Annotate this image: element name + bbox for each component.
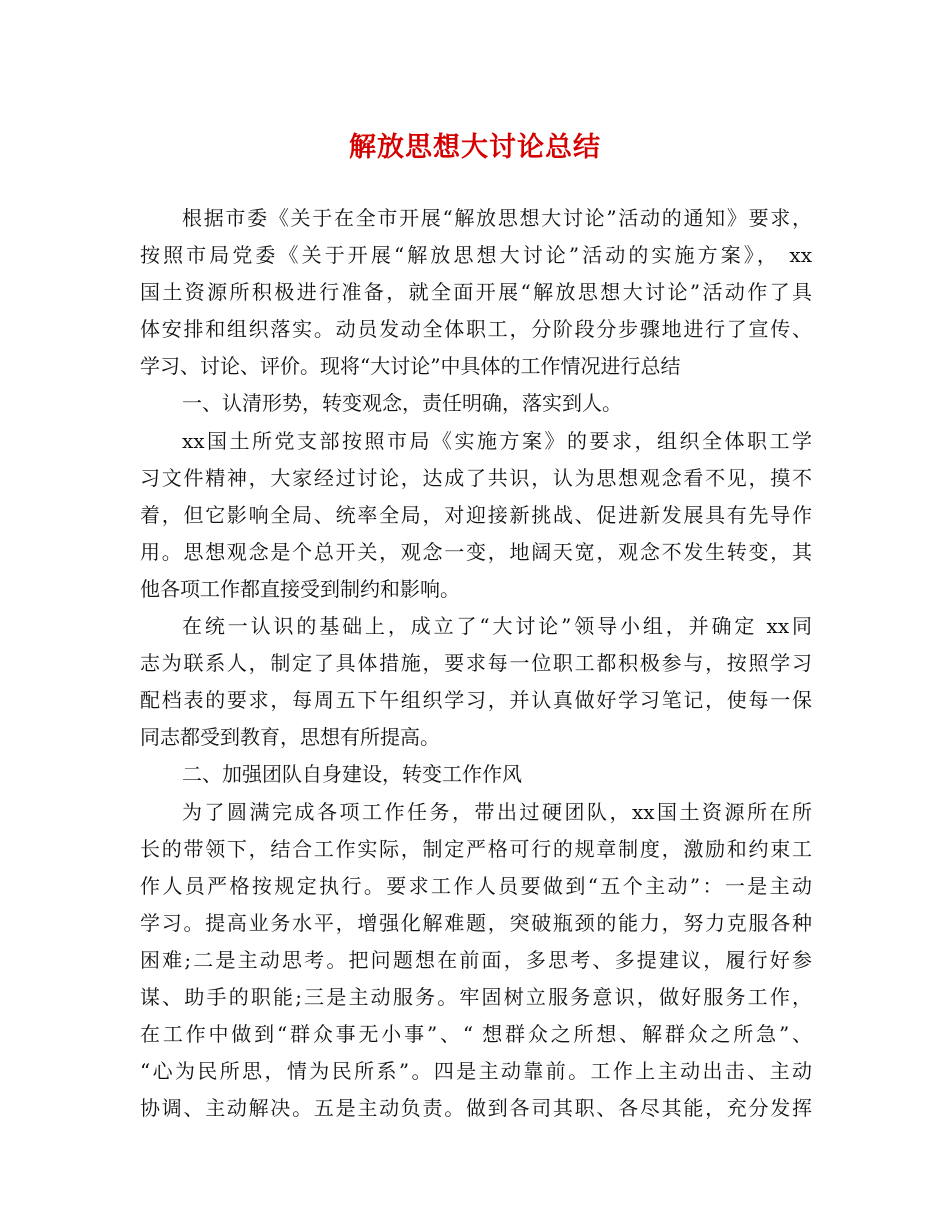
text-line: xx国土所党支部按照市局《实施方案》的要求，组织全体职工学 <box>182 428 812 453</box>
document-title: 解放思想大讨论总结 <box>349 132 601 163</box>
text-line: 一、认清形势，转变观念，责任明确，落实到人。 <box>182 391 622 416</box>
text-line: 作人员严格按规定执行。要求工作人员要做到“五个主动”：一是主动 <box>140 873 812 898</box>
text-line: 二、加强团队自身建设，转变工作作风 <box>182 762 522 787</box>
text-line: 学习、讨论、评价。现将“大讨论”中具体的工作情况进行总结 <box>140 354 681 379</box>
text-line: 长的带领下，结合工作实际，制定严格可行的规章制度，激励和约束工 <box>140 836 812 861</box>
text-line: 习文件精神，大家经过讨论，达成了共识，认为思想观念看不见，摸不 <box>140 465 812 490</box>
text-line: 学习。提高业务水平，增强化解难题，突破瓶颈的能力，努力克服各种 <box>140 910 812 935</box>
text-line: 在统一认识的基础上，成立了“大讨论”领导小组，并确定 xx同 <box>182 614 812 639</box>
text-line: 按照市局党委《关于开展“解放思想大讨论”活动的实施方案》， xx <box>140 243 812 268</box>
text-line: 为了圆满完成各项工作任务，带出过硬团队，xx国土资源所在所 <box>182 799 812 824</box>
text-line: 配档表的要求，每周五下午组织学习，并认真做好学习笔记，使每一保 <box>140 688 812 713</box>
text-line: 志为联系人，制定了具体措施，要求每一位职工都积极参与，按照学习 <box>140 651 812 676</box>
text-line: 谋、助手的职能;三是主动服务。牢固树立服务意识，做好服务工作， <box>140 984 812 1009</box>
text-line: 体安排和组织落实。动员发动全体职工，分阶段分步骤地进行了宣传、 <box>140 317 812 342</box>
text-line: 国土资源所积极进行准备，就全面开展“解放思想大讨论”活动作了具 <box>140 280 812 305</box>
text-line: 他各项工作都直接受到制约和影响。 <box>140 576 460 601</box>
text-line: 困难;二是主动思考。把问题想在前面，多思考、多提建议，履行好参 <box>140 947 812 972</box>
text-line: 用。思想观念是个总开关，观念一变，地阔天宽，观念不发生转变，其 <box>140 539 812 564</box>
text-line: 协调、主动解决。五是主动负责。做到各司其职、各尽其能，充分发挥 <box>140 1096 812 1121</box>
text-line: 同志都受到教育，思想有所提高。 <box>140 725 440 750</box>
document-body <box>140 200 812 1127</box>
text-line: 着，但它影响全局、统率全局，对迎接新挑战、促进新发展具有先导作 <box>140 502 812 527</box>
text-line: 根据市委《关于在全市开展“解放思想大讨论”活动的通知》要求， <box>182 206 812 230</box>
text-line: “心为民所思，情为民所系”。四是主动靠前。工作上主动出击、主动 <box>140 1059 812 1084</box>
text-line: 在工作中做到“群众事无小事”、“ 想群众之所想、解群众之所急”、 <box>140 1022 812 1047</box>
